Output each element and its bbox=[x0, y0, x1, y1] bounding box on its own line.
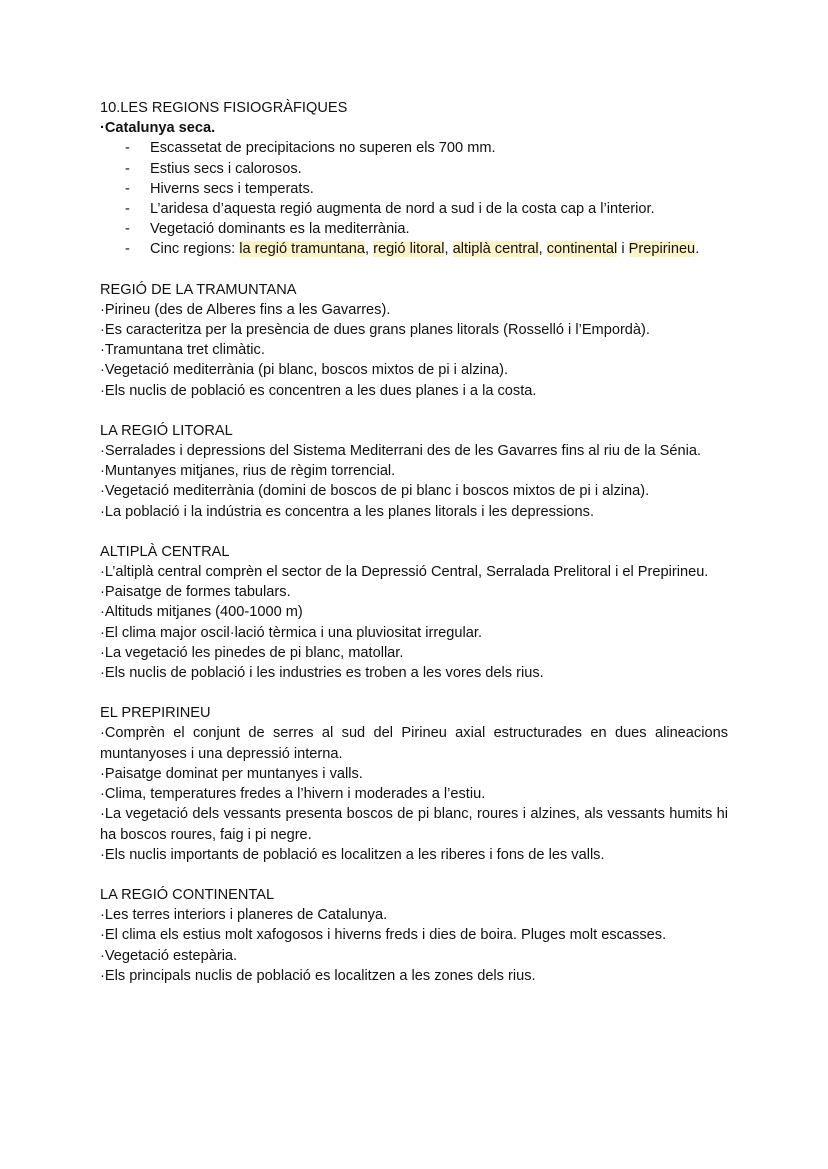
section-line: ·Paisatge dominat per muntanyes i valls. bbox=[100, 765, 363, 782]
document-title: 10.LES REGIONS FISIOGRÀFIQUES bbox=[100, 100, 348, 116]
section-line: ·Vegetació mediterrània (domini de boscos de pi blanc i boscos mixtos de pi i alzina). bbox=[100, 483, 650, 500]
highlight-prepirineu: Prepirineu bbox=[628, 241, 696, 258]
section-line: ·Els nuclis importants de població es localitzen a les riberes i fons de les valls. bbox=[100, 846, 605, 863]
subtitle: ·Catalunya seca. bbox=[100, 120, 216, 137]
highlight-altipla: altiplà central bbox=[452, 241, 539, 258]
section-litoral bbox=[100, 421, 728, 522]
section-line: ·Vegetació estepària. bbox=[100, 947, 238, 964]
section-line: ·La vegetació dels vessants presenta boscos de pi blanc, roures i alzines, als vessants humits hi ha boscos roures, faig i pi negre. bbox=[100, 806, 728, 843]
section-line: ·El clima major oscil·lació tèrmica i una pluviositat irregular. bbox=[100, 624, 482, 641]
highlight-litoral: regió litoral bbox=[373, 241, 445, 258]
list-item: - Escassetat de precipitacions no superen els 700 mm. bbox=[100, 138, 728, 158]
dash-marker: - bbox=[125, 241, 130, 258]
section-line: ·El clima els estius molt xafogosos i hiverns freds i dies de boira. Pluges molt escasses. bbox=[100, 927, 667, 944]
section-prepirineu bbox=[100, 703, 728, 865]
list-item-regions: - Cinc regions: la regió tramuntana, regió litoral, altiplà central, continental i Prepirineu. bbox=[100, 239, 728, 259]
section-line: ·Altituds mitjanes (400-1000 m) bbox=[100, 604, 303, 621]
dash-marker: - bbox=[125, 160, 130, 177]
section-line: ·La població i la indústria es concentra a les planes litorals i les depressions. bbox=[100, 503, 595, 520]
section-line: ·Les terres interiors i planeres de Catalunya. bbox=[100, 907, 388, 924]
section-line: ·Muntanyes mitjanes, rius de règim torrencial. bbox=[100, 463, 396, 480]
section-heading: LA REGIÓ CONTINENTAL bbox=[100, 886, 275, 903]
dash-marker: - bbox=[125, 140, 130, 157]
highlight-tramuntana: la regió tramuntana bbox=[239, 241, 365, 258]
section-line: ·Vegetació mediterrània (pi blanc, boscos mixtos de pi i alzina). bbox=[100, 362, 509, 379]
section-line: ·Els nuclis de població es concentren a les dues planes i a la costa. bbox=[100, 382, 537, 399]
dash-marker: - bbox=[125, 201, 130, 218]
section-line: ·Els principals nuclis de població es localitzen a les zones dels rius. bbox=[100, 967, 536, 984]
section-line: ·La vegetació les pinedes de pi blanc, matollar. bbox=[100, 644, 404, 661]
section-tramuntana bbox=[100, 280, 728, 401]
section-line: ·L’altiplà central comprèn el sector de la Depressió Central, Serralada Prelitoral i el Prepirineu. bbox=[100, 564, 709, 581]
section-line: ·Pirineu (des de Alberes fins a les Gavarres). bbox=[100, 301, 391, 318]
document-page bbox=[100, 98, 728, 986]
bullet-list bbox=[100, 138, 728, 259]
highlight-continental: continental bbox=[546, 241, 618, 258]
section-heading: ALTIPLÀ CENTRAL bbox=[100, 543, 230, 560]
section-line: ·Els nuclis de població i les industries es troben a les vores dels rius. bbox=[100, 665, 544, 682]
section-line: ·Comprèn el conjunt de serres al sud del Pirineu axial estructurades en dues alineacions muntanyoses i una depressió interna. bbox=[100, 725, 728, 762]
section-heading: LA REGIÓ LITORAL bbox=[100, 422, 233, 439]
section-heading: EL PREPIRINEU bbox=[100, 705, 211, 722]
list-item: - Estius secs i calorosos. bbox=[100, 159, 728, 179]
section-line: ·Tramuntana tret climàtic. bbox=[100, 342, 265, 359]
dash-marker: - bbox=[125, 180, 130, 197]
list-item: - L’aridesa d’aquesta regió augmenta de nord a sud i de la costa cap a l’interior. bbox=[100, 199, 728, 219]
dash-marker: - bbox=[125, 221, 130, 238]
list-item: - Hiverns secs i temperats. bbox=[100, 179, 728, 199]
section-altipla-central bbox=[100, 542, 728, 683]
section-continental bbox=[100, 885, 728, 986]
section-line: ·Paisatge de formes tabulars. bbox=[100, 584, 291, 601]
section-line: ·Clima, temperatures fredes a l’hivern i moderades a l’estiu. bbox=[100, 786, 486, 803]
section-heading: REGIÓ DE LA TRAMUNTANA bbox=[100, 281, 297, 298]
section-line: ·Serralades i depressions del Sistema Mediterrani des de les Gavarres fins al riu de la Sénia. bbox=[100, 443, 702, 460]
list-item: - Vegetació dominants es la mediterrània. bbox=[100, 219, 728, 239]
section-line: ·Es caracteritza per la presència de dues grans planes litorals (Rosselló i l’Empordà). bbox=[100, 322, 650, 339]
